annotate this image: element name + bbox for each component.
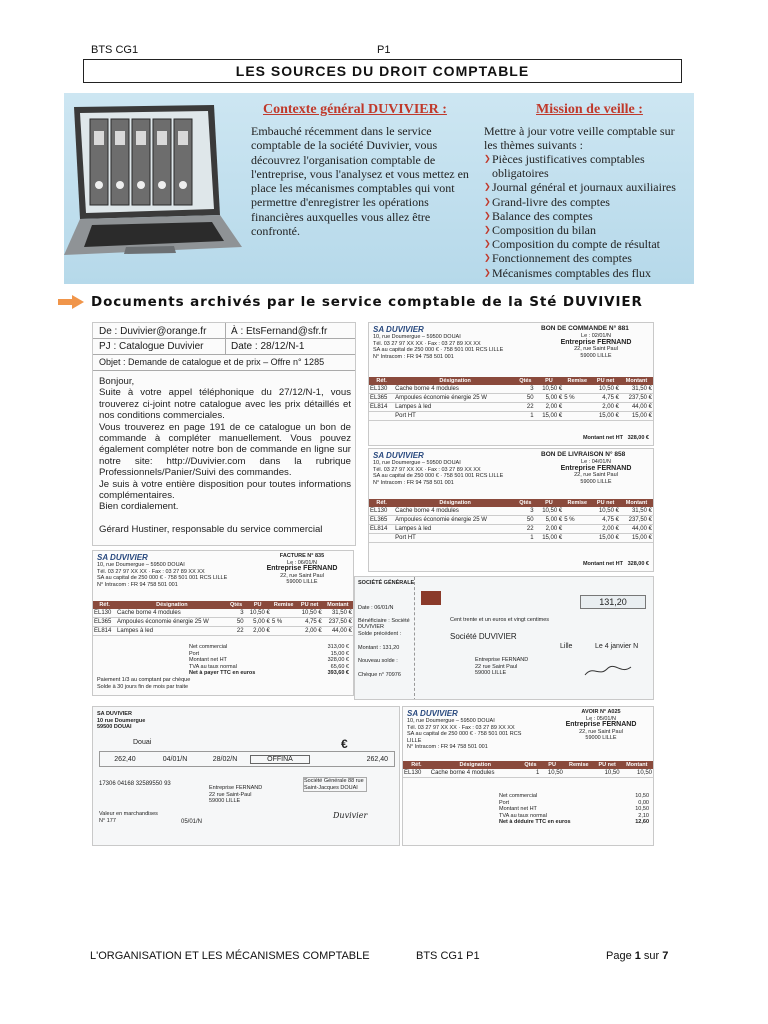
- cell: 15,00 €: [591, 412, 620, 421]
- cell: 10,50 €: [245, 609, 271, 618]
- table-row: [369, 525, 653, 534]
- bill-amount-right: 262,40: [366, 755, 388, 763]
- cell: 5,00 €: [245, 618, 271, 627]
- order-table: [369, 377, 653, 421]
- total-value: 0,00: [638, 799, 649, 806]
- mission-title: Mission de veille :: [536, 102, 643, 117]
- col-header: Réf.: [369, 499, 394, 507]
- credit-title: AVOIR N° A025: [581, 709, 621, 715]
- cell: [369, 534, 394, 543]
- client-city: 59000 LILLE: [580, 352, 612, 359]
- company-vat: N° Intracom : FR 94 758 501 001: [407, 744, 488, 750]
- laptop-binders-illustration: [64, 97, 244, 277]
- cell: [563, 525, 591, 534]
- cell: EL365: [369, 394, 394, 403]
- client-city: 59000 LILLE: [580, 478, 612, 485]
- client-street: 22, rue Saint Paul: [574, 346, 618, 352]
- cell: 50: [228, 618, 245, 627]
- total-label: Net commercial: [499, 793, 538, 799]
- client-name: Entreprise FERNAND: [560, 338, 632, 346]
- page-middle: sur: [640, 950, 663, 962]
- cell: Ampoules économie énergie 25 W: [394, 394, 516, 403]
- invoice-totals: [189, 644, 349, 677]
- header-part: P1: [377, 44, 391, 56]
- cell: 10,50 €: [535, 507, 564, 516]
- company-capital: SA au capital de 250 000 € · 758 501 001 RCS LILLE: [373, 347, 504, 353]
- total-value: 328,00 €: [327, 657, 349, 663]
- col-header: Remise: [563, 377, 591, 385]
- drawer-name: Entreprise FERNAND: [475, 657, 529, 663]
- cell: EL814: [93, 627, 116, 636]
- table-row: [369, 403, 653, 412]
- cell: 15,00 €: [535, 412, 564, 421]
- cell: 1: [516, 412, 535, 421]
- order-form: [368, 322, 654, 446]
- header-course: BTS CG1: [91, 44, 139, 56]
- right-arrow-icon: [58, 295, 84, 309]
- credit-table: [403, 761, 653, 778]
- total-value: 12,60: [635, 819, 649, 825]
- company-address: 10, rue Doumergue – 59500 DOUAI: [373, 334, 461, 340]
- cell: 2,00 €: [591, 403, 620, 412]
- email-attachment: PJ : Catalogue Duvivier: [99, 341, 204, 352]
- cell: 22: [516, 525, 535, 534]
- cell: 15,00 €: [535, 534, 564, 543]
- mission-item: ❯ Composition du compte de résultat: [484, 237, 694, 251]
- invoice-title: FACTURE N° 835: [279, 553, 325, 559]
- bill-of-exchange: [92, 706, 400, 846]
- total-label: Montant net HT: [499, 806, 537, 812]
- cell: 2,00 €: [591, 525, 620, 534]
- cell: 1: [516, 534, 535, 543]
- bill-street: 10 rue Doumergue: [97, 717, 146, 724]
- cell: 10,50: [594, 769, 621, 778]
- email-body: Bonjour, Suite à votre appel téléphonique du 27/12/N-1, vous trouverez ci-joint notre catalogue avec les prix détaillés et nos conditions commerciales. Vous trouverez en page 191 de ce catalogue un bon de commande à compléter manuellement. Vous pouvez également compléter notre bon de commande en ligne sur notre site: http://Duvivier.com dans la rubrique Professionnels/Panier/Suivi des commandes. Je suis à votre entière disposition pour toutes informations complémentaires. Bien cordialement. Gérard Hustiner, responsable du service commercial: [99, 376, 351, 536]
- order-title: BON DE COMMANDE N° 881: [541, 325, 629, 332]
- mission-item: ❯ Grand-livre des comptes: [484, 195, 694, 209]
- mission-item: ❯ Balance des comptes: [484, 209, 694, 223]
- cell: 31,50 €: [323, 609, 353, 618]
- col-header: Montant: [620, 499, 653, 507]
- cell: 22: [516, 403, 535, 412]
- cell: Port HT: [394, 412, 516, 421]
- total-label: Port: [499, 799, 510, 806]
- stub-balance: Solde précédent :: [358, 630, 402, 637]
- invoice: [92, 550, 354, 696]
- order-date: Le : 02/01/N: [581, 333, 611, 339]
- col-header: PU: [540, 761, 564, 769]
- archived-documents: [92, 322, 654, 848]
- euro-symbol: €: [341, 737, 348, 751]
- delivery-title: BON DE LIVRAISON N° 858: [541, 451, 626, 458]
- col-header: Qtés: [521, 761, 541, 769]
- total-value: 65,60 €: [330, 663, 349, 670]
- col-header: Remise: [564, 761, 594, 769]
- client-city: 59000 LILLE: [286, 579, 318, 585]
- email-date: Date : 28/12/N-1: [231, 341, 305, 352]
- context-text: Embauché récemment dans le service comptable de la société Duvivier, vous découvrez l'organisation comptable de l'entreprise, vous l'analysez et vous mettez en place les mécanismes comptables qui vont permettre d'enregistrer les opérations financières auxquelles vous allez être confronté.: [251, 124, 469, 239]
- cell: 50: [516, 516, 535, 525]
- cell: [271, 627, 297, 636]
- col-header: Réf.: [403, 761, 430, 769]
- col-header: PU net: [594, 761, 621, 769]
- table-row: [403, 769, 653, 778]
- client-name: Entreprise FERNAND: [560, 464, 632, 472]
- bill-number: N° 177: [99, 817, 116, 824]
- cell: 44,00 €: [323, 627, 353, 636]
- cell: Port HT: [394, 534, 516, 543]
- total-label: Montant net HT: [189, 657, 227, 663]
- bill-place: Douai: [133, 739, 152, 746]
- cell: Cache borne 4 modules: [116, 609, 228, 618]
- col-header: Désignation: [116, 601, 228, 609]
- delivery-table: [369, 499, 653, 543]
- page-title: LES SOURCES DU DROIT COMPTABLE: [83, 59, 682, 83]
- cell: 15,00 €: [591, 534, 620, 543]
- email-document: [92, 322, 356, 546]
- order-total-value: 328,00 €: [627, 435, 649, 441]
- cell: 237,50 €: [620, 394, 653, 403]
- col-header: Montant: [323, 601, 353, 609]
- cell: 15,00 €: [620, 534, 653, 543]
- company-address: 10, rue Doumergue – 59500 DOUAI: [97, 562, 185, 568]
- bill-account: 17306 04168 32589550 93: [99, 781, 171, 787]
- cell: 5 %: [563, 394, 591, 403]
- cell: Cache borne 4 modules: [394, 507, 516, 516]
- col-header: PU net: [297, 601, 323, 609]
- col-header: Désignation: [394, 377, 516, 385]
- company-name: SA DUVIVIER: [373, 451, 424, 460]
- cell: 2,00 €: [245, 627, 271, 636]
- mission-item: ❯ Composition du bilan: [484, 223, 694, 237]
- email-subject: Objet : Demande de catalogue et de prix – Offre n° 1285: [99, 357, 325, 367]
- cell: 15,00 €: [620, 412, 653, 421]
- bill-values-strip: [99, 751, 395, 767]
- cell: 5 %: [563, 516, 591, 525]
- drawer-street: 22 rue Saint Paul: [475, 663, 518, 670]
- cell: 3: [228, 609, 245, 618]
- stub-beneficiary: Bénéficiaire : Société DUVIVIER: [358, 617, 410, 630]
- company-name: SA DUVIVIER: [373, 325, 424, 334]
- cell: Lampes à led: [394, 403, 516, 412]
- bill-value: Valeur en marchandises: [99, 811, 158, 817]
- credit-note: [402, 706, 654, 846]
- bill-due-date: 28/02/N: [212, 755, 238, 763]
- total-label: Net à payer TTC en euros: [189, 670, 256, 676]
- cell: [563, 534, 591, 543]
- cell: EL814: [369, 525, 394, 534]
- col-header: Qtés: [516, 499, 535, 507]
- cell: [564, 769, 594, 778]
- cheque-bank: SOCIÉTÉ GÉNÉRALE: [358, 580, 415, 586]
- total-label: TVA au taux normal: [189, 663, 237, 670]
- cell: [369, 412, 394, 421]
- cell: Cache borne 4 modules: [394, 385, 516, 394]
- company-name: SA DUVIVIER: [97, 553, 148, 562]
- footer-middle: BTS CG1 P1: [416, 950, 480, 962]
- bill-amount: 262,40: [114, 755, 136, 763]
- bill-bank: OFFINA: [250, 755, 310, 764]
- total-label: TVA au taux normal: [499, 812, 547, 819]
- page-total: 7: [662, 950, 669, 962]
- cell: Ampoules économie énergie 25 W: [394, 516, 516, 525]
- total-value: 15,00 €: [330, 650, 349, 657]
- cell: 1: [521, 769, 541, 778]
- cell: [563, 403, 591, 412]
- bill-city: 59500 DOUAI: [97, 724, 132, 730]
- cell: 10,50 €: [535, 385, 564, 394]
- company-vat: N° Intracom : FR 94 758 501 001: [97, 581, 178, 588]
- company-vat: N° Intracom : FR 94 758 501 001: [373, 353, 454, 360]
- table-row: [369, 385, 653, 394]
- col-header: PU: [245, 601, 271, 609]
- page-prefix: Page: [606, 950, 635, 962]
- drawee-city: 59000 LILLE: [209, 798, 241, 804]
- col-header: Montant: [621, 761, 653, 769]
- mission-intro: Mettre à jour votre veille comptable sur les thèmes suivants :: [484, 124, 675, 153]
- col-header: Désignation: [394, 499, 516, 507]
- col-header: PU: [535, 499, 564, 507]
- cell: 10,50 €: [591, 385, 620, 394]
- context-title: Contexte général DUVIVIER :: [263, 102, 447, 117]
- cheque-date: Le 4 janvier N: [595, 643, 639, 650]
- context-banner: [64, 93, 694, 284]
- cell: 4,75 €: [591, 516, 620, 525]
- stub-number: Chèque n° 70976: [358, 672, 401, 678]
- mission-list: [484, 152, 694, 280]
- bill-company-name: SA DUVIVIER: [97, 711, 132, 717]
- invoice-date: Le : 06/01/N: [287, 559, 317, 566]
- payment-term: Solde à 30 jours fin de mois par traite: [97, 683, 189, 690]
- company-tel: Tél. 03 27 97 XX XX · Fax : 03 27 89 XX XX: [97, 568, 205, 575]
- drawer-city: 59000 LILLE: [475, 670, 507, 676]
- cell: 4,75 €: [297, 618, 323, 627]
- email-from: De : Duvivier@orange.fr: [99, 326, 207, 337]
- cell: EL130: [93, 609, 116, 618]
- cheque-payee: Société DUVIVIER: [450, 632, 517, 641]
- cell: EL130: [403, 769, 430, 778]
- footer-left: L'ORGANISATION ET LES MÉCANISMES COMPTABLE: [90, 950, 370, 962]
- cell: 2,00 €: [535, 403, 564, 412]
- cell: 44,00 €: [620, 403, 653, 412]
- cheque-amount-words: Cent trente et un euros et vingt centimes: [450, 617, 550, 623]
- client-street: 22, rue Saint Paul: [579, 728, 623, 735]
- cell: 44,00 €: [620, 525, 653, 534]
- stub-date: Date : 06/01/N: [358, 605, 394, 611]
- table-row: [369, 516, 653, 525]
- table-row: [369, 534, 653, 543]
- signature-scribble: [583, 663, 633, 679]
- delivery-date: Le : 04/01/N: [581, 459, 611, 465]
- payment-term: Paiement 1/3 au comptant par chèque: [97, 677, 191, 683]
- cell: EL365: [93, 618, 116, 627]
- col-header: Réf.: [93, 601, 116, 609]
- page-current: 1: [634, 950, 641, 962]
- bank-logo: [421, 591, 441, 605]
- cell: 2,00 €: [297, 627, 323, 636]
- col-header: Montant: [620, 377, 653, 385]
- cell: Ampoules économie énergie 25 W: [116, 618, 228, 627]
- col-header: PU net: [591, 377, 620, 385]
- cell: 50: [516, 394, 535, 403]
- table-row: [369, 412, 653, 421]
- cell: 237,50 €: [323, 618, 353, 627]
- bill-date-signed: 05/01/N: [181, 819, 203, 825]
- email-to: À : EtsFernand@sfr.fr: [231, 326, 328, 337]
- company-tel: Tél. 03 27 97 XX XX · Fax : 03 27 89 XX XX: [407, 724, 515, 731]
- bill-date-created: 04/01/N: [162, 755, 188, 763]
- company-tel: Tél. 03 27 97 XX XX · Fax : 03 27 89 XX XX: [373, 466, 481, 473]
- drawee-name: Entreprise FERNAND: [209, 785, 263, 791]
- total-value: 10,50: [635, 806, 649, 812]
- col-header: Remise: [271, 601, 297, 609]
- footer-page-number: [606, 950, 668, 962]
- mission-item: ❯ Mécanismes comptables des flux: [484, 266, 694, 280]
- col-header: Remise: [563, 499, 591, 507]
- total-value: 393,60 €: [327, 670, 349, 676]
- bill-domiciliation: Société Générale 88 rue Saint-Jacques DOUAI: [303, 777, 367, 792]
- cell: 10,50: [621, 769, 653, 778]
- cell: Lampes à led: [116, 627, 228, 636]
- cell: Cache borne 4 modules: [430, 769, 521, 778]
- mission-item: ❯ Pièces justificatives comptables obligatoires: [484, 152, 694, 180]
- delivery-total-value: 328,00 €: [627, 561, 649, 567]
- drawee-street: 22 rue Saint-Paul: [209, 791, 252, 798]
- invoice-table: [93, 601, 353, 636]
- stub-amount: Montant : 131,20: [358, 645, 400, 651]
- cell: 10,50 €: [297, 609, 323, 618]
- company-tel: Tél. 03 27 97 XX XX · Fax : 03 27 89 XX XX: [373, 340, 481, 347]
- company-address: 10, rue Doumergue – 59500 DOUAI: [373, 460, 461, 466]
- cell: 2,00 €: [535, 525, 564, 534]
- table-row: [93, 627, 353, 636]
- cell: Lampes à led: [394, 525, 516, 534]
- col-header: PU: [535, 377, 564, 385]
- total-value: 2,10: [638, 812, 649, 819]
- cheque-amount: 131,20: [580, 595, 646, 609]
- client-street: 22, rue Saint Paul: [280, 572, 324, 579]
- cell: [563, 412, 591, 421]
- total-value: 10,50: [635, 793, 649, 799]
- client-name: Entreprise FERNAND: [565, 721, 637, 728]
- cell: [563, 385, 591, 394]
- company-capital: SA au capital de 250 000 € · 758 501 001 RCS LILLE: [373, 473, 504, 479]
- cell: 5,00 €: [535, 516, 564, 525]
- cell: EL130: [369, 507, 394, 516]
- col-header: Désignation: [430, 761, 521, 769]
- cheque: [354, 576, 654, 700]
- table-row: [369, 394, 653, 403]
- documents-heading: Documents archivés par le service comptable de la Sté DUVIVIER: [91, 294, 643, 310]
- cell: [271, 609, 297, 618]
- delivery-note: [368, 448, 654, 572]
- total-value: 313,00 €: [327, 644, 349, 650]
- cell: [563, 507, 591, 516]
- total-label: Port: [189, 650, 200, 657]
- credit-date: Le : 05/01/N: [586, 715, 616, 722]
- order-total-label: Montant net HT: [582, 435, 623, 441]
- company-capital: SA au capital de 250 000 € · 758 501 001 RCS LILLE: [97, 575, 228, 581]
- client-street: 22, rue Saint Paul: [574, 472, 618, 478]
- delivery-total-label: Montant net HT: [582, 561, 623, 567]
- cell: EL365: [369, 516, 394, 525]
- col-header: Qtés: [516, 377, 535, 385]
- col-header: PU net: [591, 499, 620, 507]
- table-row: [93, 609, 353, 618]
- cell: 31,50 €: [620, 385, 653, 394]
- cell: 5 %: [271, 618, 297, 627]
- cell: 3: [516, 507, 535, 516]
- credit-totals: [499, 793, 649, 826]
- col-header: Réf.: [369, 377, 394, 385]
- cell: 22: [228, 627, 245, 636]
- mission-item: ❯ Journal général et journaux auxiliaires: [484, 180, 694, 194]
- total-label: Net à déduire TTC en euros: [499, 819, 571, 825]
- company-vat: N° Intracom : FR 94 758 501 001: [373, 479, 454, 486]
- bill-signature: Duvivier: [333, 811, 368, 820]
- company-address: 10, rue Doumergue – 59500 DOUAI: [407, 718, 495, 724]
- cell: 237,50 €: [620, 516, 653, 525]
- cell: 10,50: [540, 769, 564, 778]
- table-row: [93, 618, 353, 627]
- company-capital: SA au capital de 250 000 € · 758 501 001 RCS LILLE: [407, 731, 522, 744]
- company-name: SA DUVIVIER: [407, 709, 458, 718]
- client-name: Entreprise FERNAND: [266, 565, 338, 572]
- stub-new-balance: Nouveau solde :: [358, 657, 398, 664]
- cheque-place: Lille: [560, 643, 573, 650]
- cell: EL814: [369, 403, 394, 412]
- cell: 10,50 €: [591, 507, 620, 516]
- cell: EL130: [369, 385, 394, 394]
- cell: 4,75 €: [591, 394, 620, 403]
- col-header: Qtés: [228, 601, 245, 609]
- cell: 31,50 €: [620, 507, 653, 516]
- client-city: 59000 LILLE: [585, 735, 617, 741]
- table-row: [369, 507, 653, 516]
- total-label: Net commercial: [189, 644, 228, 650]
- cell: 3: [516, 385, 535, 394]
- mission-item: ❯ Fonctionnement des comptes: [484, 251, 694, 265]
- cell: 5,00 €: [535, 394, 564, 403]
